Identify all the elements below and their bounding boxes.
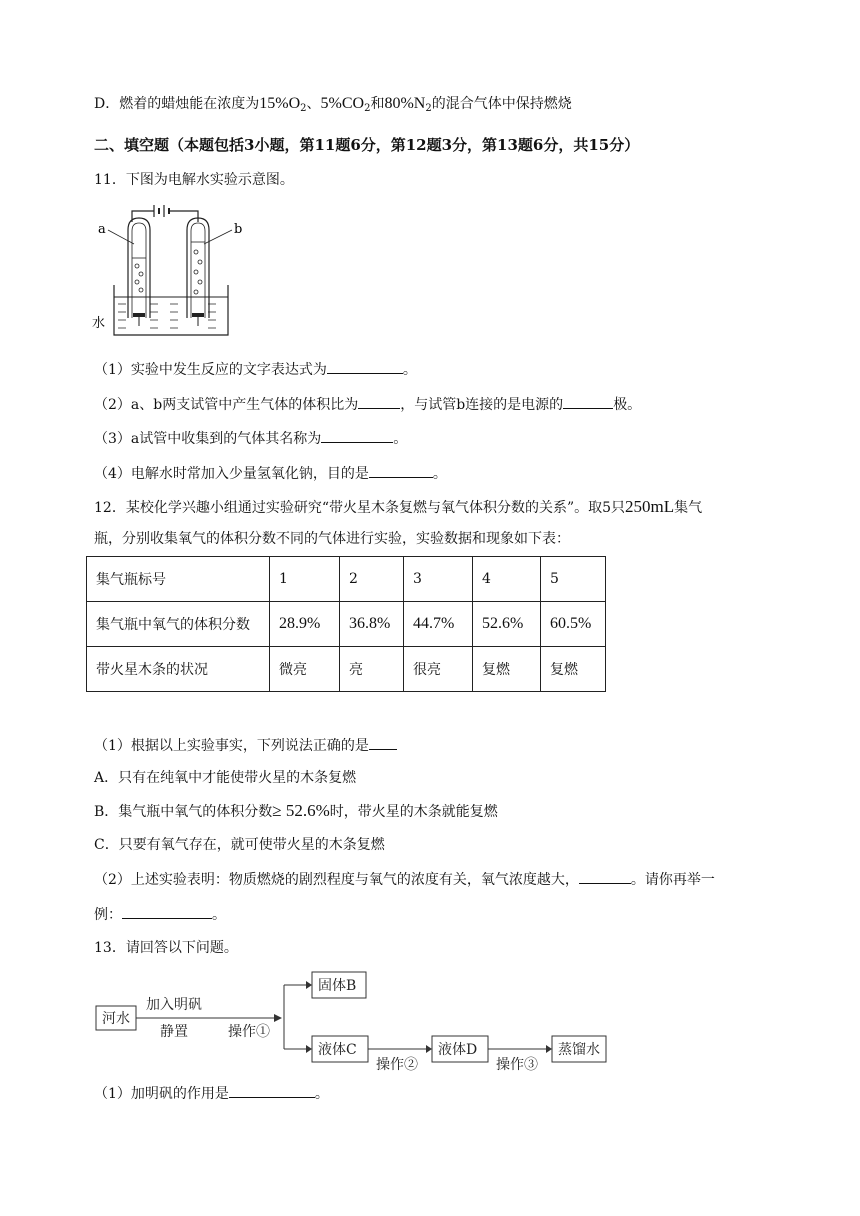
q12-part2 <box>94 869 715 890</box>
table-cell: 44.7% <box>404 602 473 647</box>
q11-part2 <box>94 394 641 415</box>
flow-liquid-d: 液体D <box>438 1042 478 1058</box>
q12-part2-text: （2）上述实验表明：物质燃烧的剧烈程度与氧气的浓度有关，氧气浓度越大， <box>94 872 579 888</box>
label-b: b <box>234 222 243 237</box>
answer-blank[interactable] <box>579 869 631 884</box>
q13-part1 <box>94 1083 329 1104</box>
q12-option-b <box>94 801 498 822</box>
flow-op1: 操作① <box>228 1024 270 1040</box>
water-tank <box>114 285 228 335</box>
subscript: 2 <box>425 103 432 114</box>
answer-blank[interactable] <box>122 904 212 919</box>
water-purification-flowchart <box>94 966 624 1072</box>
oxygen-data-table <box>86 556 606 692</box>
q12-option-b-text: B．集气瓶中氧气的体积分数 <box>94 804 273 820</box>
table-cell: 1 <box>270 557 340 602</box>
flow-settle: 静置 <box>160 1024 188 1040</box>
table-cell: 集气瓶标号 <box>87 557 270 602</box>
table-row <box>87 602 606 647</box>
table-cell: 52.6% <box>473 602 541 647</box>
period: 。 <box>432 466 447 482</box>
table-cell: 5 <box>541 557 606 602</box>
battery-icon <box>132 205 198 222</box>
flow-op3: 操作③ <box>496 1057 538 1073</box>
q11-part1-text: （1）实验中发生反应的文字表达式为 <box>94 362 327 378</box>
answer-blank[interactable] <box>369 735 397 750</box>
q12-option-b-text-b: 时，带火星的木条就能复燃 <box>329 804 498 820</box>
answer-blank[interactable] <box>369 463 433 478</box>
table-cell: 28.9% <box>270 602 340 647</box>
answer-blank[interactable] <box>321 428 393 443</box>
table-row <box>87 647 606 692</box>
conjunction: 和 <box>370 96 385 112</box>
arrow-icons <box>274 981 552 1053</box>
q11-part2-text-c: 极。 <box>613 397 642 413</box>
flow-op2: 操作② <box>376 1057 418 1073</box>
q11-part2-text-b: ，与试管b连接的是电源的 <box>400 397 564 413</box>
table-cell: 集气瓶中氧气的体积分数 <box>87 602 270 647</box>
q11-part3-text: （3）a试管中收集到的气体其名称为 <box>94 431 322 447</box>
period: 。 <box>212 907 226 923</box>
flow-liquid-c: 液体C <box>318 1042 357 1058</box>
q12-part2-text-b: 。请你再举一 <box>630 872 715 888</box>
q12-stem-text-b: 集气 <box>674 500 703 516</box>
table-cell: 带火星木条的状况 <box>87 647 270 692</box>
q12-part1-text: （1）根据以上实验事实，下列说法正确的是 <box>94 738 369 754</box>
gas-co2: 5%CO <box>320 95 365 112</box>
period: 。 <box>393 431 408 447</box>
period: 。 <box>402 362 417 378</box>
label-a: a <box>98 222 106 237</box>
test-tube-b <box>187 218 209 326</box>
separator: 、 <box>306 96 321 112</box>
flow-distilled: 蒸馏水 <box>558 1042 600 1058</box>
answer-blank[interactable] <box>229 1083 315 1098</box>
table-cell: 复燃 <box>473 647 541 692</box>
q11-stem: 11．下图为电解水实验示意图。 <box>94 172 294 188</box>
answer-blank[interactable] <box>358 394 400 409</box>
q12-part2-text-c: 例： <box>94 907 122 923</box>
subscript: 2 <box>300 103 307 114</box>
q11-part3 <box>94 428 407 449</box>
q12-option-c: C．只要有氧气存在，就可使带火星的木条复燃 <box>94 837 385 853</box>
electrolysis-diagram <box>90 200 243 340</box>
q13-stem: 13．请回答以下问题。 <box>94 940 238 956</box>
table-cell: 亮 <box>340 647 404 692</box>
table-cell: 微亮 <box>270 647 340 692</box>
q11-part1 <box>94 359 417 380</box>
q13-part1-text: （1）加明矾的作用是 <box>94 1086 229 1102</box>
table-cell: 3 <box>404 557 473 602</box>
table-row <box>87 557 606 602</box>
q12-part2-line2 <box>94 904 226 925</box>
table-cell: 4 <box>473 557 541 602</box>
q12-part1 <box>94 735 397 756</box>
q11-part4 <box>94 463 447 484</box>
table-cell: 60.5% <box>541 602 606 647</box>
q12-stem-line2: 瓶，分别收集氧气的体积分数不同的气体进行实验，实验数据和现象如下表： <box>94 531 570 547</box>
period: 。 <box>314 1086 329 1102</box>
gas-o2: 15%O <box>259 95 301 112</box>
subscript: 2 <box>364 103 371 114</box>
test-tube-a <box>128 218 150 326</box>
table-cell: 复燃 <box>541 647 606 692</box>
threshold-value: ≥ 52.6% <box>272 801 330 820</box>
answer-blank[interactable] <box>327 359 403 374</box>
table-cell: 36.8% <box>340 602 404 647</box>
flow-river: 河水 <box>102 1011 130 1027</box>
q11-part4-text: （4）电解水时常加入少量氢氧化钠，目的是 <box>94 466 369 482</box>
q12-stem-text: 12．某校化学兴趣小组通过实验研究“带火星木条复燃与氧气体积分数的关系”。取5只 <box>94 500 626 516</box>
q11-part2-text: （2）a、b两支试管中产生气体的体积比为 <box>94 397 359 413</box>
q12-stem <box>94 497 702 518</box>
answer-blank[interactable] <box>563 394 613 409</box>
volume-value: 250mL <box>625 497 675 516</box>
q12-option-a: A．只有在纯氧中才能使带火星的木条复燃 <box>94 770 357 786</box>
table-cell: 2 <box>340 557 404 602</box>
flow-solid-b: 固体B <box>318 978 357 994</box>
section-title: 二、填空题（本题包括3小题，第11题6分，第12题3分，第13题6分，共15分） <box>94 136 640 154</box>
option-d-prefix: D．燃着的蜡烛能在浓度为 <box>94 96 260 112</box>
label-water: 水 <box>92 316 106 331</box>
option-d-suffix: 的混合气体中保持燃烧 <box>431 96 572 112</box>
table-cell: 很亮 <box>404 647 473 692</box>
gas-n2: 80%N <box>384 95 426 112</box>
flow-add-alum: 加入明矾 <box>146 997 202 1013</box>
option-d <box>94 94 572 114</box>
